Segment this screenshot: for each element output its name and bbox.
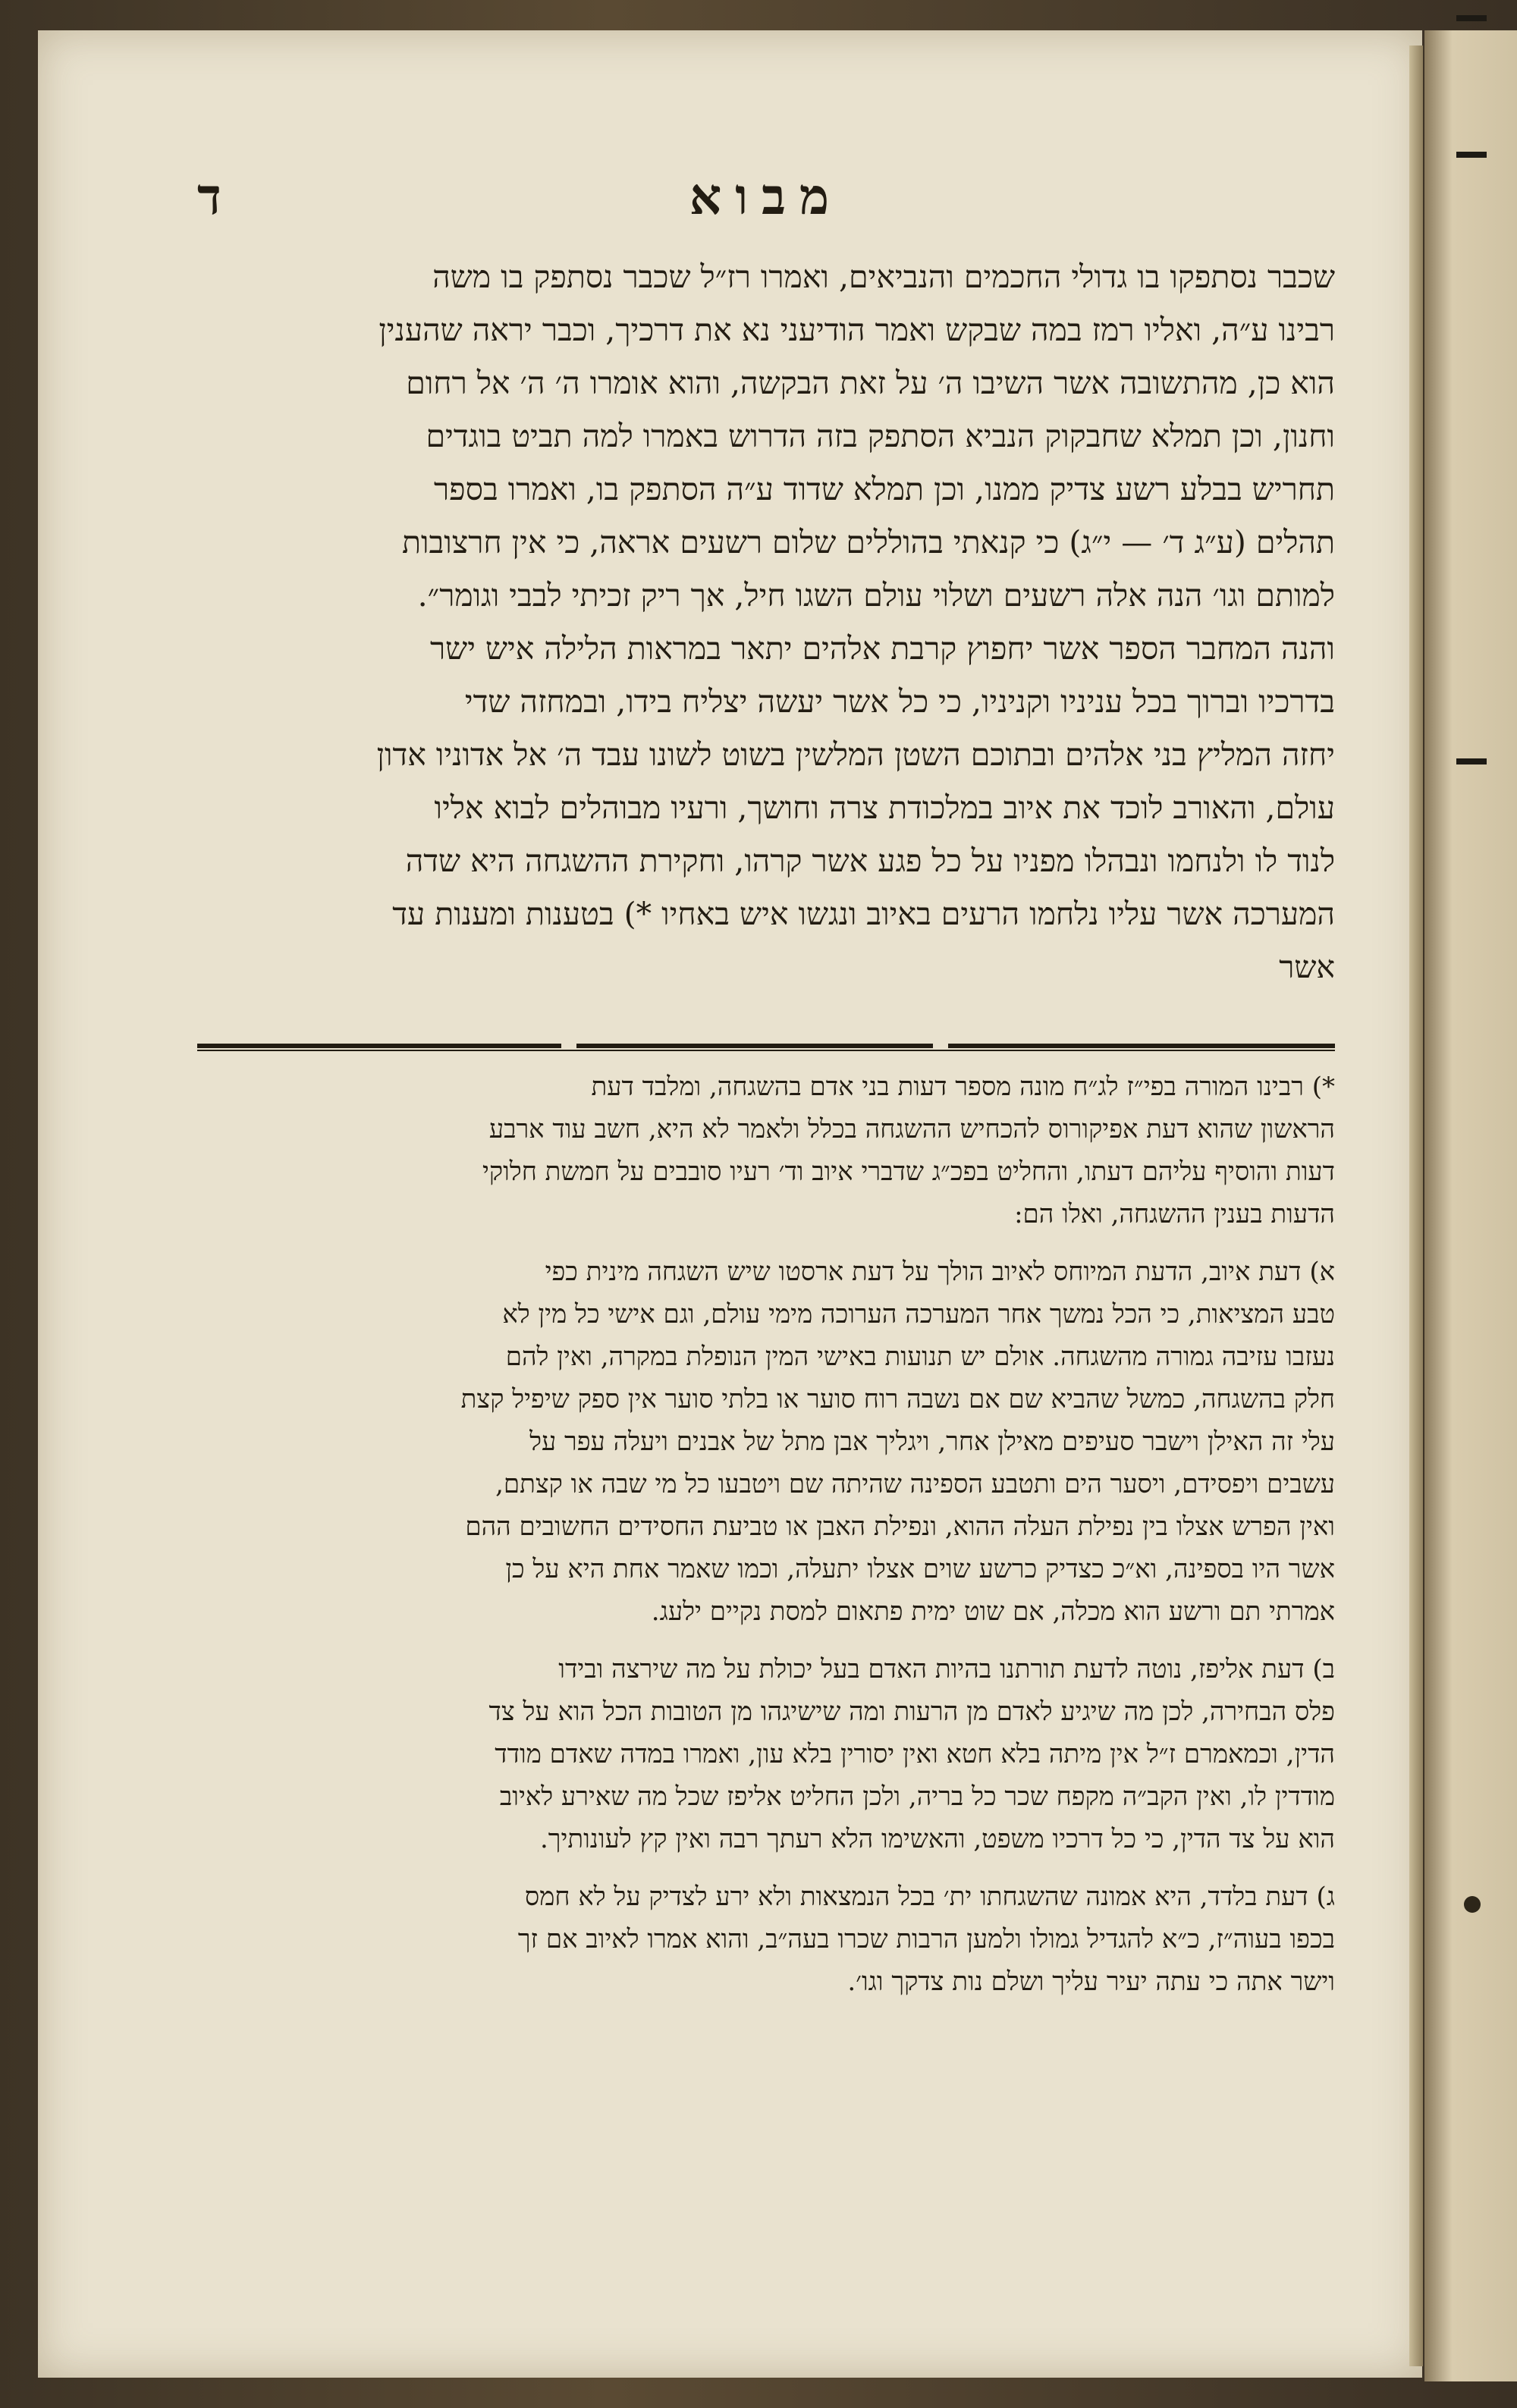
ruler-tick [1456, 152, 1487, 158]
page-header [197, 167, 1335, 250]
main-text-line: לנוד לו ולנחמו ונבהלו מפניו על כל פגע אשר קרהו, וחקירת ההשגחה היא שדה [405, 843, 1335, 879]
main-text-line: הוא כן, מהתשובה אשר השיבו ה׳ על זאת הבקשה, והוא אומרו ה׳ ה׳ אל רחום [406, 365, 1335, 401]
separator-rule [948, 1044, 1335, 1048]
main-text [197, 250, 1335, 994]
footnote-section-c [197, 1876, 1335, 2003]
footnote-line: מודדין לו, ואין הקב״ה מקפח שכר כל בריה, ולכן החליט אליפז שכל מה שאירע לאיוב [499, 1782, 1335, 1812]
footnote-line: נעזבו עזיבה גמורה מהשגחה. אולם יש תנועות באישי המין הנופלת במקרה, ואין להם [505, 1342, 1335, 1372]
footnote-line: הדעות בענין ההשגחה, ואלו הם: [1014, 1199, 1335, 1229]
main-text-line: המערכה אשר עליו נלחמו הרעים באיוב ונגשו איש באחיו *) בטענות ומענות עד [392, 896, 1335, 932]
footnote-line: ואין הפרש אצלו בין נפילת העלה ההוא, ונפילת האבן או טביעת החסידים החשובים ההם [465, 1512, 1335, 1542]
page-number: ד [197, 167, 221, 226]
footnote-line: טבע המציאות, כי הכל נמשך אחר המערכה הערוכה מימי עולם, וגם אישי כל מין לא [502, 1299, 1335, 1330]
footnote-section-b [197, 1648, 1335, 1860]
main-text-line: רבינו ע״ה, ואליו רמז במה שבקש ואמר הודיעני נא את דרכיך, וכבר יראה שהענין [378, 312, 1335, 348]
paragraph-gap [197, 1633, 1335, 1648]
footnote-line: *) רבינו המורה בפי״ז לג״ח מונה מספר דעות בני אדם בהשגחה, ומלבד דעת [591, 1072, 1335, 1102]
footnote-line: עלי זה האילן וישבר סעיפים מאילן אחר, ויגליך אבן מתל של אבנים ויעלה עפר על [529, 1427, 1335, 1457]
footnote-line: בכפו בעוה״ז, כ״א להגדיל גמולו ולמען הרבות שכרו בעה״ב, והוא אמרו לאיוב אם זך [517, 1924, 1335, 1954]
paragraph-gap [197, 1860, 1335, 1876]
separator-thin-rule [197, 1050, 1335, 1051]
footnote-line: הדין, וכמאמרם ז״ל אין מיתה בלא חטא ואין יסורין בלא עון, ואמרו במדה שאדם מודד [495, 1739, 1335, 1769]
footnote-line: חלק בהשגחה, כמשל שהביא שם אם נשבה רוח סוער או בלתי סוער אין ספק שיפיל קצת [460, 1384, 1335, 1414]
main-text-line: עולם, והאורב לוכד את איוב במלכודת צרה וחושך, ורעיו מבוהלים לבוא אליו [434, 790, 1335, 826]
page-title: מבוא [689, 167, 843, 226]
footnote-section-a [197, 1251, 1335, 1633]
footnotes [197, 1066, 1335, 2003]
footnote-line: עשבים ויפסידם, ויסער הים ותטבע הספינה שהיתה שם ויטבעו כל מי שבה או קצתם, [495, 1469, 1335, 1499]
main-text-line: תהלים (ע״ג ד׳ — י״ג) כי קנאתי בהוללים שלום רשעים אראה, כי אין חרצובות [402, 524, 1335, 560]
main-text-line: וחנון, וכן תמלא שחבקוק הנביא הסתפק בזה הדרוש באמרו למה תביט בוגדים [426, 418, 1335, 454]
footnote-line: דעות והוסיף עליהם דעתו, והחליט בפכ״ג שדברי איוב וד׳ רעיו סובבים על חמשת חלוקי [482, 1157, 1335, 1187]
binding-hole [1464, 1896, 1481, 1913]
main-text-line: בדרכיו וברוך בכל עניניו וקניניו, כי כל אשר יעשה יצליח בידו, ובמחזה שדי [464, 683, 1335, 720]
main-text-line: תחריש בבלע רשע צדיק ממנו, וכן תמלא שדוד ע״ה הסתפק בו, ואמרו בספר [434, 471, 1335, 507]
separator-rule [197, 1044, 561, 1048]
footnote-line: פלס הבחירה, לכן מה שיגיע לאדם מן הרעות ומה שישיגהו מן הטובות הכל הוא על צד [488, 1697, 1335, 1727]
footnote-line: אמרתי תם ורשע הוא מכלה, אם שוט ימית פתאום למסת נקיים ילעג. [651, 1596, 1335, 1627]
footnote-line: הראשון שהוא דעת אפיקורוס להכחיש ההשגחה בכלל ולאמר לא היא, חשב עוד ארבע [488, 1114, 1335, 1144]
ruler-tick [1456, 758, 1487, 764]
footnote-line: אשר היו בספינה, וא״כ כצדיק כרשע שוים אצלו יתעלה, וכמו שאמר אחת היא על כן [505, 1554, 1335, 1584]
main-text-line: יחזה המליץ בני אלהים ובתוכם השטן המלשין בשוט לשונו עבד ה׳ אל אדוניו אדון [376, 736, 1335, 773]
footnote-line: ג) דעת בלדד, היא אמונה שהשגחתו ית׳ בכל הנמצאות ולא ירע לצדיק על לא חמס [524, 1882, 1335, 1912]
page-fore-edge [1409, 46, 1423, 2366]
paragraph-gap [197, 1235, 1335, 1251]
separator-rule [576, 1044, 933, 1048]
scale-ruler [1434, 0, 1517, 2408]
catchword: אשר [1279, 949, 1335, 985]
footnote-line: א) דעת איוב, הדעת המיוחס לאיוב הולך על דעת ארסטו שיש השגחה מינית כפי [545, 1257, 1335, 1287]
footnote-intro [197, 1066, 1335, 1235]
footnote-separator [197, 1044, 1335, 1054]
footnote-line: הוא על צד הדין, כי כל דרכיו משפט, והאשימו הלא רעתך רבה ואין קץ לעונותיך. [539, 1824, 1335, 1854]
footnote-line: ב) דעת אליפז, נוטה לדעת תורתנו בהיות האדם בעל יכולת על מה שירצה ובידו [558, 1654, 1335, 1684]
main-text-line: והנה המחבר הספר אשר יחפוץ קרבת אלהים יתאר במראות הלילה איש ישר [430, 630, 1335, 667]
footnote-line: וישר אתה כי עתה יעיר עליך ושלם נות צדקך וגו׳. [847, 1967, 1335, 1997]
ruler-tick [1456, 15, 1487, 21]
main-text-line: שכבר נסתפקו בו גדולי החכמים והנביאים, ואמרו רז״ל שכבר נסתפק בו משה [432, 259, 1335, 295]
main-text-line: למותם וגו׳ הנה אלה רשעים ושלוי עולם השגו חיל, אך ריק זכיתי לבבי וגומר״. [417, 577, 1335, 614]
